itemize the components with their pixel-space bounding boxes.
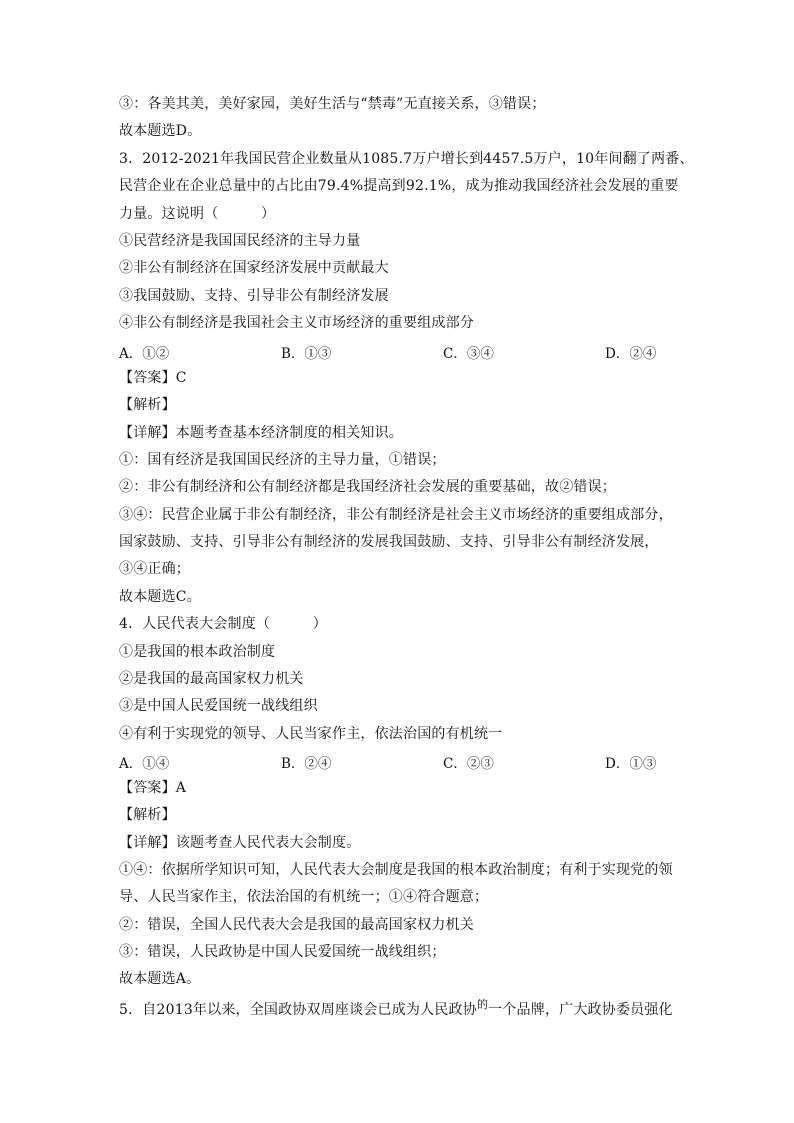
option-c: C．③④: [443, 346, 494, 362]
detail-line: ①：国有经济是我国国民经济的主导力量，①错误；: [119, 452, 446, 468]
answer-line: 【答案】C: [119, 370, 187, 386]
statement-item: ②是我国的最高国家权力机关: [119, 671, 304, 687]
option-b: B．②④: [281, 756, 332, 772]
question-3-stem: 3．2012-2021年我国民营企业数量从1085.7万户增长到4457.5万户，10年间翻了两番、: [119, 151, 694, 167]
analysis-heading: 【解析】: [119, 807, 176, 823]
statement-item: ②非公有制经济在国家经济发展中贡献最大: [119, 260, 389, 276]
option-b: B．①③: [281, 346, 332, 362]
detail-line: 【详解】本题考查基本经济制度的相关知识。: [119, 425, 403, 441]
statement-item: ③我国鼓励、支持、引导非公有制经济发展: [119, 288, 389, 304]
question-3-stem: 民营企业在企业总量中的占比由79.4%提高到92.1%，成为推动我国经济社会发展的重要: [119, 178, 679, 194]
option-c: C．②③: [443, 756, 494, 772]
detail-line: ③：错误，人民政协是中国人民爱国统一战线组织；: [119, 944, 446, 960]
statement-item: ①是我国的根本政治制度: [119, 644, 276, 660]
question-4-stem: 4．人民代表大会制度（ ）: [119, 616, 327, 632]
analysis-heading: 【解析】: [119, 397, 176, 413]
detail-line: 【详解】该题考查人民代表大会制度。: [119, 835, 361, 851]
detail-line: ③④：民营企业属于非公有制经济，非公有制经济是社会主义市场经济的重要组成部分，: [119, 507, 673, 523]
question-4-options: [119, 752, 679, 770]
detail-line: ②：错误，全国人民代表大会是我国的最高国家权力机关: [119, 917, 474, 933]
text-line: 故本题选D。: [119, 123, 202, 139]
q5-superscript: 的: [476, 998, 489, 1011]
detail-line: ①④：依据所学知识可知，人民代表大会制度是我国的根本政治制度；有利于实现党的领: [119, 862, 673, 878]
option-d: D．①③: [605, 756, 657, 772]
question-3-options: [119, 342, 679, 360]
text-line: ③：各美其美，美好家园，美好生活与“禁毒”无直接关系，③错误；: [119, 96, 546, 112]
detail-line: 故本题选C。: [119, 589, 201, 605]
statement-item: ①民营经济是我国国民经济的主导力量: [119, 233, 361, 249]
answer-line: 【答案】A: [119, 780, 187, 796]
statement-item: ④有利于实现党的领导、人民当家作主，依法治国的有机统一: [119, 726, 503, 742]
detail-line: ③④正确；: [119, 561, 190, 577]
statement-item: ④非公有制经济是我国社会主义市场经济的重要组成部分: [119, 315, 474, 331]
statement-item: ③是中国人民爱国统一战线组织: [119, 698, 318, 714]
option-a: A．①②: [119, 346, 170, 362]
question-3-stem: 力量。这说明（ ）: [119, 206, 276, 222]
question-5-stem: [119, 998, 679, 1020]
q5-text-end: 一个品牌，广大政协委员强化: [488, 1002, 673, 1018]
detail-line: 国家鼓励、支持、引导非公有制经济的发展我国鼓励、支持、引导非公有制经济发展，: [119, 534, 659, 550]
detail-line: ②：非公有制经济和公有制经济都是我国经济社会发展的重要基础，故②错误；: [119, 479, 616, 495]
option-a: A．①④: [119, 756, 170, 772]
detail-line: 导、人民当家作主，依法治国的有机统一；①④符合题意；: [119, 889, 489, 905]
q5-text-start: 5．自2013年以来，全国政协双周座谈会已成为人民政协: [119, 1002, 477, 1018]
option-d: D．②④: [605, 346, 657, 362]
detail-line: 故本题选A。: [119, 971, 201, 987]
